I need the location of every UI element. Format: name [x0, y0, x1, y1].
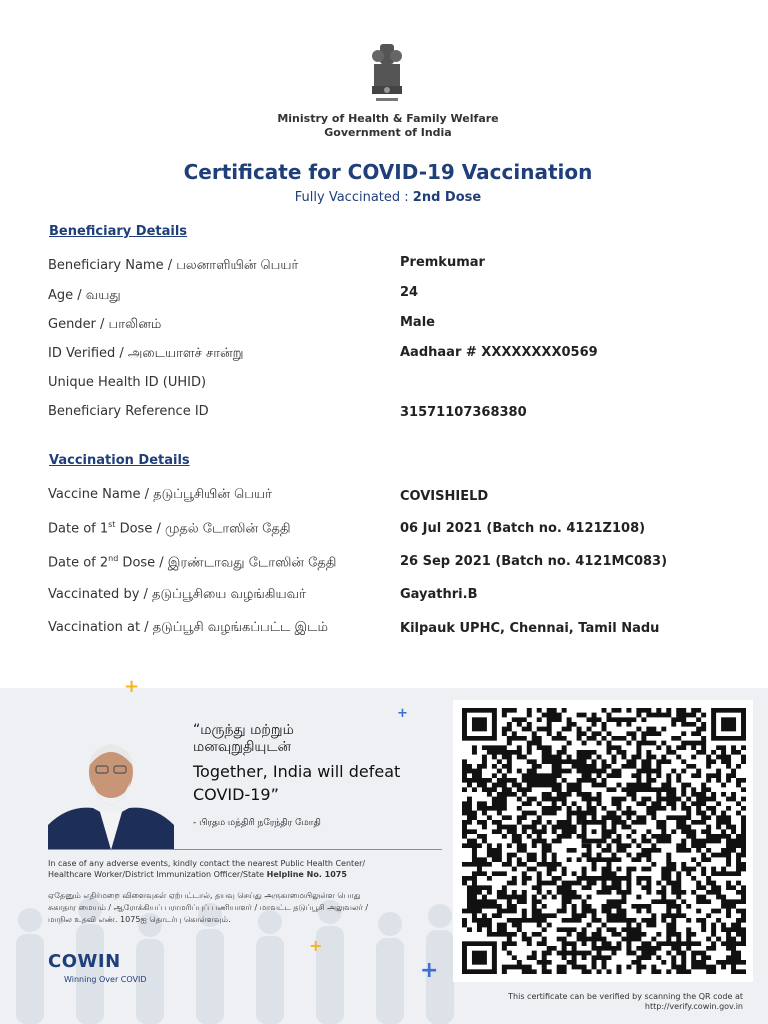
first-dose-date-value: 06 Jul 2021 (Batch no. 4121Z108) [400, 521, 646, 536]
government-name: Government of India [324, 126, 452, 139]
vaccinated-by-value: Gayathri.B [400, 587, 478, 602]
qr-code-icon [462, 708, 746, 974]
cowin-tagline: Winning Over COVID [64, 975, 147, 984]
vaccination-at-value: Kilpauk UPHC, Chennai, Tamil Nadu [400, 621, 660, 636]
verify-url: http://verify.cowin.gov.in [644, 1002, 743, 1011]
beneficiary-name-label: Beneficiary Name / பலனாளியின் பெயர் [48, 258, 299, 273]
id-verified-value: Aadhaar # XXXXXXXX0569 [400, 345, 598, 360]
vaccination-section-title: Vaccination Details [49, 453, 190, 468]
first-dose-date-label: Date of 1st Dose / முதல் டோஸின் தேதி [48, 520, 291, 537]
plus-decoration-icon: + [309, 936, 323, 955]
divider [48, 849, 442, 850]
status-label: Fully Vaccinated : [294, 190, 409, 205]
age-value: 24 [400, 285, 419, 300]
national-emblem-icon [366, 40, 408, 110]
age-label: Age / வயது [48, 288, 121, 303]
certificate-title: Certificate for COVID-19 Vaccination [183, 160, 593, 184]
reference-id-label: Beneficiary Reference ID [48, 404, 209, 419]
plus-decoration-icon: + [124, 676, 140, 697]
status-value: 2nd Dose [412, 190, 482, 205]
ministry-name: Ministry of Health & Family Welfare [277, 112, 499, 125]
verification-note: This certificate can be verified by scanning the QR code at http://verify.cowin.gov.in [400, 992, 743, 1012]
cowin-logo: COWIN [48, 951, 121, 972]
quote-tamil: “மருந்து மற்றும் மனவுறுதியுடன் [193, 722, 294, 755]
plus-decoration-icon: + [397, 706, 408, 721]
gender-value: Male [400, 315, 435, 330]
ministry-heading [0, 112, 768, 140]
helpline-english: In case of any adverse events, kindly contact the nearest Public Health Center/ Healthcare Worker/District Immunization Officer/State Helpline No. 1075 [48, 859, 366, 879]
id-verified-label: ID Verified / அடையாளச் சான்று [48, 346, 244, 361]
vaccine-name-label: Vaccine Name / தடுப்பூசியின் பெயர் [48, 487, 272, 502]
vaccine-name-value: COVISHIELD [400, 489, 489, 504]
helpline-tamil: ஏதேனும் எதிர்மறை விளைவுகள் ஏற்பட்டால், தயவு செய்து அருகாமையிலுள்ள பொது சுகாதார மையம் / ஆரோக்கியப் பராமரிப்புப் பணியாளர் / மாவட்ட தடுப்பூசி அலுவலர் / மாநில உதவி எண். 1075ஐ தொடர்பு கொள்ளவும். [48, 891, 369, 924]
plus-decoration-icon: + [420, 958, 439, 983]
quote-english: Together, India will defeat COVID-19” [193, 762, 401, 804]
second-dose-date-value: 26 Sep 2021 (Batch no. 4121MC083) [400, 554, 668, 569]
beneficiary-section-title: Beneficiary Details [49, 224, 188, 239]
helpline-number: Helpline No. 1075 [266, 870, 347, 879]
reference-id-value: 31571107368380 [400, 405, 527, 420]
vaccination-status [0, 190, 768, 205]
uhid-label: Unique Health ID (UHID) [48, 375, 207, 390]
second-dose-date-label: Date of 2nd Dose / இரண்டாவது டோஸின் தேதி [48, 554, 337, 571]
pm-portrait-image [48, 730, 174, 850]
vaccinated-by-label: Vaccinated by / தடுப்பூசியை வழங்கியவர் [48, 587, 306, 602]
gender-label: Gender / பாலினம் [48, 317, 162, 332]
quote-attribution: - பிரதம மந்திரி நரேந்திர மோதி [193, 818, 321, 828]
vaccination-at-label: Vaccination at / தடுப்பூசி வழங்கப்பட்ட இடம் [48, 620, 328, 635]
beneficiary-name-value: Premkumar [400, 255, 485, 270]
